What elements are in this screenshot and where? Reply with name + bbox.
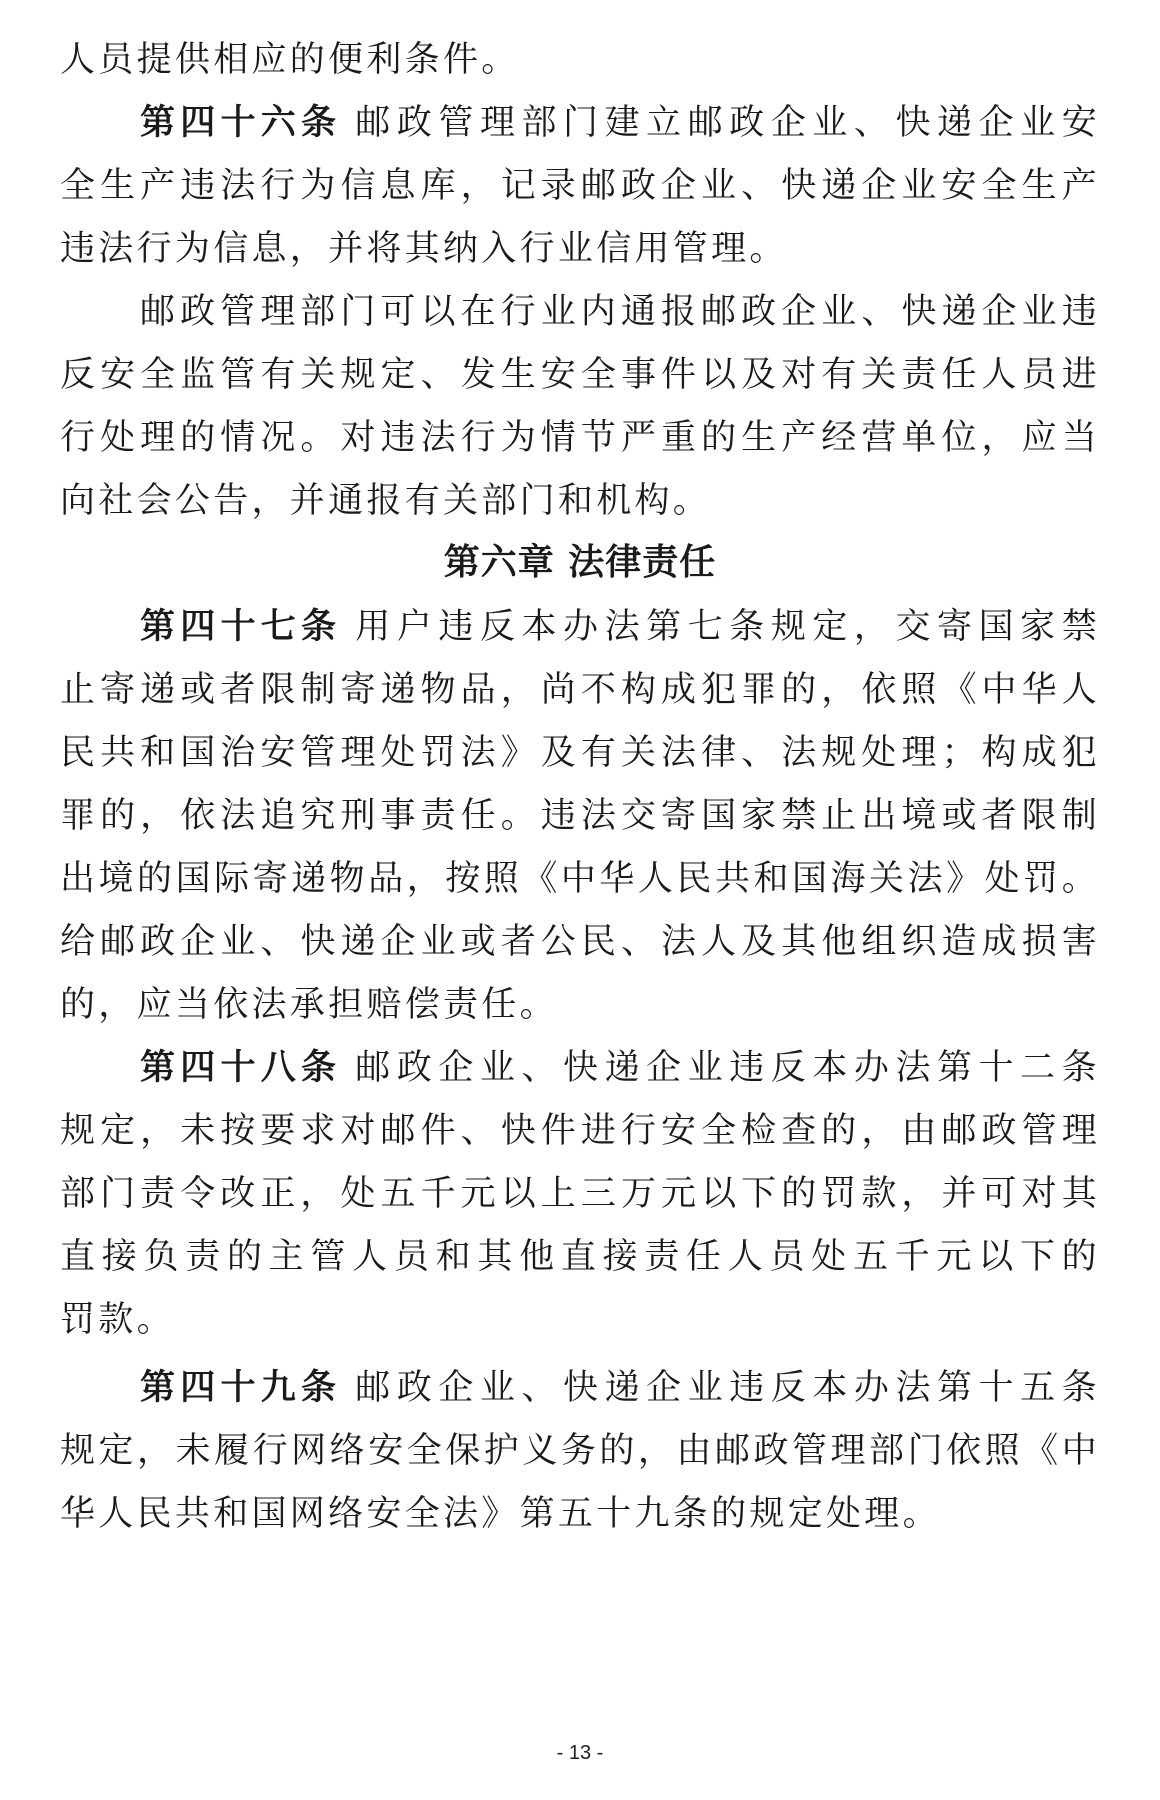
line-text: 反安全监管有关规定、发生安全事件以及对有关责任人员进 — [60, 355, 1100, 395]
article-48-line — [140, 1048, 1100, 1088]
paragraph-line — [60, 1431, 1100, 1471]
line-text: 邮政企业、快递企业违反本办法第十二条 — [355, 1048, 1100, 1088]
article-number-49: 第四十九条 — [140, 1368, 342, 1408]
line-text: 的，应当依法承担赔偿责任。 — [60, 985, 558, 1025]
paragraph-line — [60, 1300, 1100, 1340]
line-text: 给邮政企业、快递企业或者公民、法人及其他组织造成损害 — [60, 922, 1100, 962]
line-text: 民共和国治安管理处罚法》及有关法律、法规处理；构成犯 — [60, 733, 1100, 773]
paragraph-line — [140, 292, 1100, 332]
line-text: 出境的国际寄递物品，按照《中华人民共和国海关法》处罚。 — [60, 859, 1100, 899]
line-text: 罪的，依法追究刑事责任。违法交寄国家禁止出境或者限制 — [60, 796, 1100, 836]
article-49-line — [140, 1368, 1100, 1408]
line-text: 向社会公告，并通报有关部门和机构。 — [60, 481, 712, 521]
article-number-46: 第四十六条 — [140, 103, 342, 143]
line-text: 行处理的情况。对违法行为情节严重的生产经营单位，应当 — [60, 418, 1100, 458]
paragraph-line — [60, 1111, 1100, 1151]
paragraph-line — [60, 418, 1100, 458]
paragraph-line — [60, 1237, 1100, 1277]
line-text: 全生产违法行为信息库，记录邮政企业、快递企业安全生产 — [60, 166, 1100, 206]
line-text: 直接负责的主管人员和其他直接责任人员处五千元以下的 — [60, 1237, 1100, 1277]
chapter-heading: 第六章 法律责任 — [443, 542, 717, 583]
line-text: 人员提供相应的便利条件。 — [60, 40, 520, 80]
paragraph-line — [60, 1494, 1100, 1534]
line-text: 用户违反本办法第七条规定，交寄国家禁 — [355, 607, 1100, 647]
paragraph-line — [60, 166, 1100, 206]
paragraph-line — [60, 985, 1100, 1025]
line-text: 部门责令改正，处五千元以上三万元以下的罚款，并可对其 — [60, 1174, 1100, 1214]
page-number: - 13 - — [556, 1742, 604, 1764]
paragraph-line — [60, 733, 1100, 773]
paragraph-line — [60, 796, 1100, 836]
article-47-line — [140, 607, 1100, 647]
paragraph-line — [60, 355, 1100, 395]
paragraph-line — [60, 1174, 1100, 1214]
line-text: 规定，未按要求对邮件、快件进行安全检查的，由邮政管理 — [60, 1111, 1100, 1151]
paragraph-line — [60, 40, 1100, 80]
line-text: 罚款。 — [60, 1300, 175, 1340]
paragraph-line — [60, 229, 1100, 269]
article-46-line — [140, 103, 1100, 143]
line-text: 邮政企业、快递企业违反本办法第十五条 — [355, 1368, 1100, 1408]
paragraph-line — [60, 859, 1100, 899]
paragraph-line — [60, 922, 1100, 962]
line-text: 规定，未履行网络安全保护义务的，由邮政管理部门依照《中 — [60, 1431, 1100, 1471]
article-number-48: 第四十八条 — [140, 1048, 342, 1088]
article-number-47: 第四十七条 — [140, 607, 342, 647]
line-text: 邮政管理部门可以在行业内通报邮政企业、快递企业违 — [140, 292, 1100, 332]
line-text: 违法行为信息，并将其纳入行业信用管理。 — [60, 229, 788, 269]
line-text: 止寄递或者限制寄递物品，尚不构成犯罪的，依照《中华人 — [60, 670, 1100, 710]
paragraph-line — [60, 481, 1100, 521]
line-text: 华人民共和国网络安全法》第五十九条的规定处理。 — [60, 1494, 941, 1534]
paragraph-line — [60, 670, 1100, 710]
line-text: 邮政管理部门建立邮政企业、快递企业安 — [355, 103, 1100, 143]
